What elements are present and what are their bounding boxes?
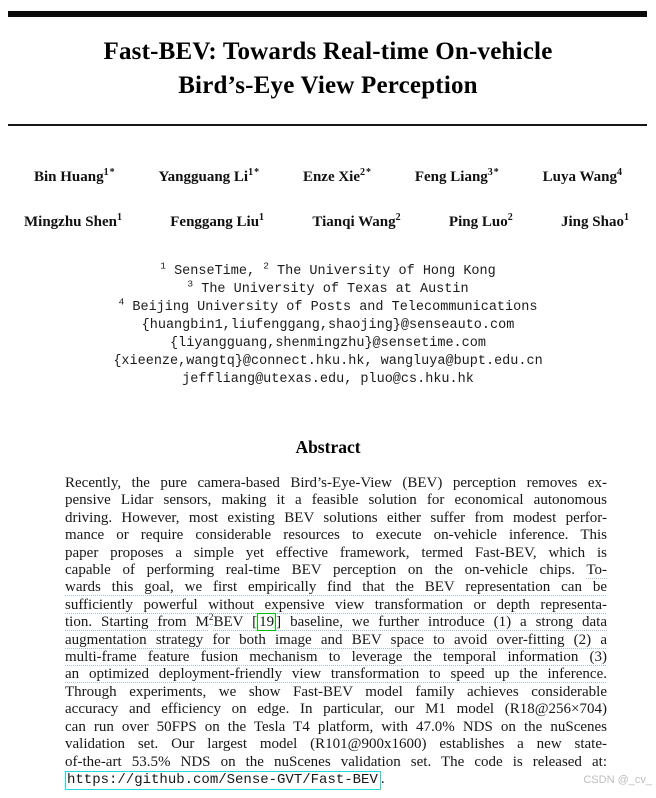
text-run: Through experiments, we show Fast-BEV model family achieves considerable — [65, 683, 607, 700]
text-run: jeffliang@utexas.edu, pluo@cs.hku.hk — [182, 372, 474, 387]
paper-title — [0, 35, 656, 103]
paper-title-line-2: Bird’s-Eye View Perception — [178, 72, 478, 99]
citation-link[interactable]: 19 — [259, 614, 275, 631]
affiliation-line — [0, 353, 656, 371]
text-run: To- — [586, 562, 607, 579]
author-name: Yangguang $Li^{1*}$ — [158, 167, 261, 185]
abstract-line — [65, 649, 607, 666]
author-name: Tianqi Wang$^2$ — [312, 212, 402, 230]
text-run: SenseTime, — [165, 264, 264, 279]
text-run: Recently, the pure camera-based Bird’s-Eye-View (BEV) perception removes ex- — [65, 475, 607, 491]
paper-title-line-1: Fast-BEV: Towards Real-time On-vehicle — [103, 38, 553, 65]
affiliation-line — [0, 335, 656, 353]
author-affiliation-mark: 1 — [259, 212, 266, 223]
author-affiliation-mark: 2* — [360, 167, 373, 178]
authors-row-1 — [34, 167, 623, 187]
abstract-line — [65, 666, 607, 683]
text-run: of-the-art 53.5% NDS on the nuScenes validation set. The code is released at: — [65, 753, 607, 770]
author-name: Mingzhu Shen$^1$ — [24, 212, 123, 230]
abstract-line — [65, 614, 607, 631]
affiliation-line — [0, 278, 656, 299]
author-name: Enze Xie$^{2*}$ — [302, 167, 373, 185]
text-run: {huangbin1,liufenggang,shaojing}@senseauto.com — [141, 318, 515, 333]
text-run: an optimized deployment-friendly view transformation to speed up the inference. — [65, 666, 607, 683]
affiliation-line — [0, 296, 656, 317]
text-run: {liyangguang,shenmingzhu}@sensetime.com — [170, 336, 486, 351]
text-run: 2 — [208, 613, 214, 624]
text-run: sufficiently powerful without expensive view transformation or depth representa- — [65, 596, 607, 613]
author-affiliation-mark: 3* — [487, 167, 500, 178]
text-run: mance or require considerable resources to execute on-vehicle inference. This — [65, 527, 607, 544]
text-run: {xieenze,wangtq}@connect.hku.hk, wangluya@bupt.edu.cn — [113, 354, 543, 369]
text-run: tion. Starting from M — [65, 614, 209, 631]
abstract-line — [65, 754, 607, 771]
author-name: Feng Liang$^{3*}$ — [414, 167, 500, 185]
author-affiliation-mark: 4 — [616, 167, 623, 178]
text-run: The University of Hong Kong — [268, 264, 496, 279]
text-run: augmentation strategy for both image and BEV space to avoid over-fitting (2) a — [65, 631, 607, 648]
affiliations — [0, 260, 656, 389]
text-run: multi-frame feature fusion mechanism to leverage the temporal information (3) — [65, 649, 607, 666]
text-run: BEV [ — [213, 614, 258, 631]
abstract-line — [65, 510, 607, 527]
author-affiliation-mark: 2 — [395, 212, 402, 223]
author-affiliation-mark: 1* — [248, 167, 261, 178]
abstract-line — [65, 736, 607, 753]
abstract-line — [65, 701, 607, 718]
text-run: Beijing University of Posts and Telecommunications — [124, 300, 538, 315]
author-name: Jing Shao$^1$ — [561, 212, 630, 230]
author-affiliation-mark: 1 — [116, 212, 123, 223]
abstract-line — [65, 719, 607, 736]
text-run: driving. However, most existing BEV solutions either suffer from modest perfor- — [65, 509, 607, 526]
code-url-link[interactable]: https://github.com/Sense-GVT/Fast-BEV — [65, 771, 381, 790]
text-run: 1 — [160, 260, 166, 272]
author-name: Fenggang Liu$^1$ — [170, 212, 266, 230]
abstract-line — [65, 475, 607, 492]
abstract-line — [65, 579, 607, 596]
abstract-line — [65, 527, 607, 544]
author-affiliation-mark: 2 — [507, 212, 514, 223]
affiliation-line — [0, 371, 656, 389]
text-run: 3 — [187, 278, 194, 290]
text-run: validation set. Our largest model (R101@900x1600) establishes a new state- — [65, 736, 607, 753]
text-run: ] baseline, we further introduce (1) a strong data — [276, 614, 607, 631]
watermark: CSDN @_cv_ — [583, 774, 652, 786]
text-run: capable of performing real-time BEV perception on the on-vehicle chips. — [65, 562, 587, 579]
author-affiliation-mark: 1 — [623, 212, 630, 223]
author-name: Bin Huang$^{1*}$ — [34, 167, 116, 185]
abstract-line — [65, 597, 607, 614]
text-run: accuracy and efficiency on edge. In particular, our M1 model (R18@256×704) — [65, 701, 607, 718]
authors-row-2 — [24, 212, 630, 232]
abstract-line — [65, 492, 607, 509]
abstract-heading: Abstract — [295, 437, 361, 457]
text-run: paper proposes a simple yet effective framework, termed Fast-BEV, which is — [65, 544, 607, 561]
text-run: 2 — [263, 260, 269, 272]
affiliation-line — [0, 317, 656, 335]
author-name: Luya Wang$^4$ — [542, 167, 623, 185]
text-run: . — [380, 770, 385, 787]
abstract-line — [65, 632, 607, 649]
text-run: The University of Texas at Austin — [193, 282, 469, 297]
affiliation-line — [0, 260, 656, 281]
text-run: 4 — [118, 296, 125, 308]
abstract-line — [65, 684, 607, 701]
abstract-line — [65, 545, 607, 562]
paper-page — [0, 11, 656, 798]
abstract-body — [65, 475, 607, 789]
author-affiliation-mark: 1* — [103, 167, 116, 178]
title-rule — [8, 124, 647, 126]
text-run: wards this goal, we first empirically find that the BEV representation can be — [65, 579, 607, 596]
abstract-line — [65, 562, 607, 579]
top-rule — [8, 11, 647, 17]
author-name: Ping Luo$^2$ — [448, 212, 514, 230]
text-run: can run over 50FPS on the Tesla T4 platform, with 47.0% NDS on the nuScenes — [65, 718, 607, 735]
text-run: pensive Lidar sensors, making it a feasible solution for economical autonomous — [65, 492, 607, 509]
